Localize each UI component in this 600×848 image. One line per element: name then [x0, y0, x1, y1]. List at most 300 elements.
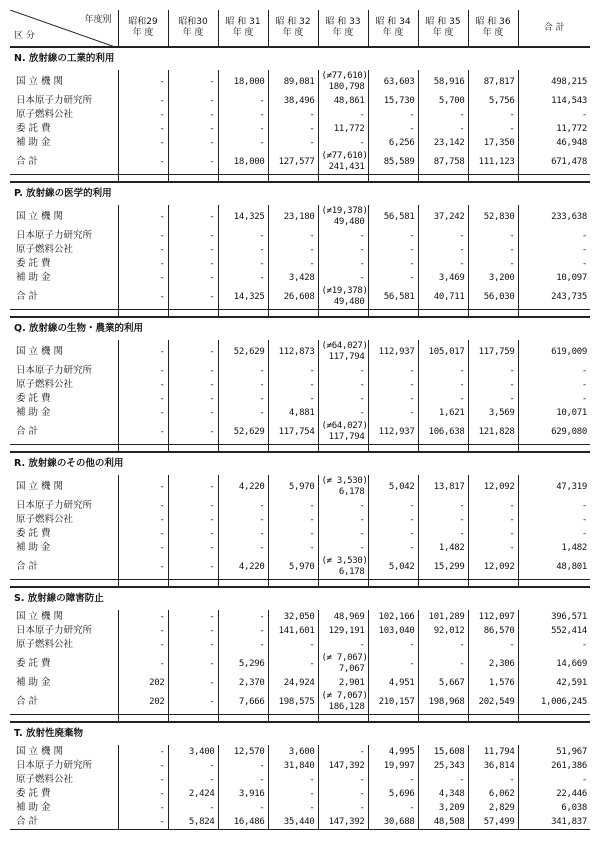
row-total-cell: 233,638 — [518, 205, 590, 229]
value-cell: 52,629 — [218, 340, 268, 364]
bracket-note: (≠19,378) — [321, 206, 368, 216]
section-header — [10, 317, 590, 340]
value-cell: - — [368, 773, 418, 787]
value-cell: - — [118, 475, 168, 499]
value-cell: 147,392 — [318, 815, 368, 830]
value-cell: - — [368, 229, 418, 243]
value-cell: - — [118, 610, 168, 624]
value-cell: 4,220 — [218, 555, 268, 580]
row-label: 日本原子力研究所 — [16, 95, 93, 106]
header-year-2: 昭和30 年 度 — [168, 10, 218, 47]
section-header — [10, 452, 590, 475]
row-total-cell: 619,009 — [518, 340, 590, 364]
row-total-cell: 22,446 — [518, 787, 590, 801]
value-cell: 3,428 — [268, 271, 318, 285]
row-label: 委 託 費 — [16, 123, 51, 134]
value-cell: 57,499 — [468, 815, 518, 830]
value-cell: - — [268, 773, 318, 787]
value-cell: - — [268, 229, 318, 243]
corner-top-label: 年度別 — [84, 15, 112, 25]
value-cell: 5,756 — [468, 94, 518, 108]
value-cell: - — [168, 70, 218, 94]
value-cell: - — [168, 527, 218, 541]
value-cell: 86,570 — [468, 624, 518, 638]
value-cell: 5,970 — [268, 555, 318, 580]
value-cell: 112,097 — [468, 610, 518, 624]
value-cell: 12,092 — [468, 475, 518, 499]
value-cell: 36,814 — [468, 759, 518, 773]
row-label: 原子燃料公社 — [16, 379, 74, 390]
value-cell: - — [468, 638, 518, 652]
spacer-row — [10, 715, 590, 723]
value-cell: 1,621 — [418, 406, 468, 420]
value-cell: - — [168, 122, 218, 136]
value-cell: - — [118, 136, 168, 150]
value-cell: 25,343 — [418, 759, 468, 773]
value-cell: - — [418, 527, 468, 541]
section-title: Q. 放射線の生物・農業的利用 — [10, 317, 590, 340]
value-cell — [318, 150, 368, 175]
value-cell — [318, 285, 368, 310]
value-cell: 4,348 — [418, 787, 468, 801]
value-cell: - — [368, 527, 418, 541]
header-year-7: 昭 和 35 年 度 — [418, 10, 468, 47]
row-total-cell: 46,948 — [518, 136, 590, 150]
value-cell: - — [168, 541, 218, 555]
value-cell: 5,667 — [418, 676, 468, 690]
header-year-8: 昭 和 36 年 度 — [468, 10, 518, 47]
spacer-row — [10, 580, 590, 588]
value-cell: - — [168, 108, 218, 122]
value-cell: 111,123 — [468, 150, 518, 175]
value-cell: - — [218, 257, 268, 271]
section-title: S. 放射線の障害防止 — [10, 587, 590, 610]
value-cell: - — [368, 638, 418, 652]
value-cell: - — [118, 271, 168, 285]
bracket-note: (≠ 3,530) — [321, 476, 368, 486]
row-total-cell: - — [518, 378, 590, 392]
value-cell: - — [468, 392, 518, 406]
value-cell: - — [468, 378, 518, 392]
cell-value: 49,480 — [333, 217, 365, 227]
value-cell: - — [118, 652, 168, 676]
value-cell: 48,969 — [318, 610, 368, 624]
value-cell: 15,608 — [418, 745, 468, 759]
value-cell: 56,581 — [368, 285, 418, 310]
value-cell: - — [268, 527, 318, 541]
value-cell: - — [218, 122, 268, 136]
value-cell: - — [368, 406, 418, 420]
value-cell: 129,191 — [318, 624, 368, 638]
value-cell: - — [468, 773, 518, 787]
row-label: 委 託 費 — [16, 528, 51, 539]
value-cell: 48,508 — [418, 815, 468, 830]
value-cell: - — [168, 271, 218, 285]
value-cell: - — [318, 745, 368, 759]
table-row — [10, 136, 590, 150]
value-cell: - — [118, 378, 168, 392]
value-cell: 5,042 — [368, 475, 418, 499]
row-label: 日本原子力研究所 — [16, 500, 93, 511]
value-cell: - — [268, 257, 318, 271]
value-cell: 3,469 — [418, 271, 468, 285]
row-label: 補 助 金 — [16, 542, 51, 553]
value-cell — [318, 340, 368, 364]
section-title: N. 放射線の工業的利用 — [10, 47, 590, 70]
table-row — [10, 257, 590, 271]
table-row — [10, 122, 590, 136]
header-year-5: 昭 和 33 年 度 — [318, 10, 368, 47]
row-total-cell: - — [518, 638, 590, 652]
value-cell: 127,577 — [268, 150, 318, 175]
value-cell: - — [118, 340, 168, 364]
row-label: 日本原子力研究所 — [16, 230, 93, 241]
value-cell: 210,157 — [368, 690, 418, 715]
value-cell: - — [118, 759, 168, 773]
section-header — [10, 47, 590, 70]
value-cell: - — [318, 136, 368, 150]
value-cell: - — [418, 638, 468, 652]
value-cell: 198,575 — [268, 690, 318, 715]
row-total-cell: 629,080 — [518, 420, 590, 445]
value-cell: 1,576 — [468, 676, 518, 690]
section-header — [10, 722, 590, 745]
header-row — [10, 10, 590, 47]
value-cell: - — [118, 815, 168, 830]
row-label: 日本原子力研究所 — [16, 365, 93, 376]
value-cell: 7,666 — [218, 690, 268, 715]
value-cell: - — [218, 638, 268, 652]
header-year-3: 昭 和 31 年 度 — [218, 10, 268, 47]
value-cell: - — [268, 499, 318, 513]
row-total-cell: 243,735 — [518, 285, 590, 310]
value-cell: - — [468, 229, 518, 243]
value-cell: - — [318, 271, 368, 285]
section-header — [10, 182, 590, 205]
corner-bottom-label: 区 分 — [14, 31, 35, 41]
table-row — [10, 271, 590, 285]
value-cell: 23,180 — [268, 205, 318, 229]
section-header — [10, 587, 590, 610]
value-cell: - — [268, 787, 318, 801]
row-label: 合 計 — [10, 690, 118, 715]
value-cell: - — [468, 364, 518, 378]
value-cell: 23,142 — [418, 136, 468, 150]
value-cell: - — [168, 364, 218, 378]
value-cell: - — [218, 243, 268, 257]
value-cell: - — [168, 555, 218, 580]
table-row — [10, 70, 590, 94]
value-cell: - — [218, 136, 268, 150]
value-cell: - — [168, 285, 218, 310]
value-cell: - — [468, 541, 518, 555]
table-row — [10, 787, 590, 801]
value-cell: - — [218, 392, 268, 406]
row-label: 合 計 — [10, 555, 118, 580]
row-total-cell: - — [518, 364, 590, 378]
value-cell: 18,000 — [218, 150, 268, 175]
value-cell: 4,881 — [268, 406, 318, 420]
value-cell: - — [268, 513, 318, 527]
row-total-cell: - — [518, 108, 590, 122]
value-cell: - — [118, 122, 168, 136]
value-cell: - — [218, 364, 268, 378]
value-cell: 40,711 — [418, 285, 468, 310]
value-cell: - — [118, 108, 168, 122]
value-cell: 15,299 — [418, 555, 468, 580]
value-cell: - — [118, 787, 168, 801]
row-total-cell: 498,215 — [518, 70, 590, 94]
value-cell — [318, 555, 368, 580]
value-cell: - — [118, 257, 168, 271]
row-label: 委 託 費 — [16, 393, 51, 404]
table-row — [10, 378, 590, 392]
value-cell: 14,325 — [218, 285, 268, 310]
value-cell: - — [218, 499, 268, 513]
row-label: 補 助 金 — [16, 802, 51, 813]
value-cell: 3,209 — [418, 801, 468, 815]
value-cell: - — [418, 392, 468, 406]
value-cell: - — [418, 378, 468, 392]
value-cell: 202 — [118, 676, 168, 690]
row-total-cell: 1,482 — [518, 541, 590, 555]
value-cell: 11,772 — [318, 122, 368, 136]
row-total-cell: 42,591 — [518, 676, 590, 690]
row-label: 国 立 機 関 — [16, 481, 64, 492]
total-row — [10, 420, 590, 445]
value-cell: - — [318, 801, 368, 815]
value-cell: - — [268, 652, 318, 676]
value-cell: 103,040 — [368, 624, 418, 638]
table-row — [10, 676, 590, 690]
value-cell: - — [168, 136, 218, 150]
value-cell: - — [368, 257, 418, 271]
section-title: T. 放射性廃棄物 — [10, 722, 590, 745]
table-row — [10, 229, 590, 243]
row-total-cell: 14,669 — [518, 652, 590, 676]
table-row — [10, 624, 590, 638]
value-cell: - — [118, 229, 168, 243]
value-cell: - — [168, 773, 218, 787]
value-cell: 11,794 — [468, 745, 518, 759]
value-cell: - — [218, 801, 268, 815]
budget-table-page — [10, 10, 590, 836]
value-cell: - — [218, 94, 268, 108]
value-cell: - — [468, 527, 518, 541]
table-row — [10, 108, 590, 122]
bracket-note: (≠ 7,067) — [321, 653, 368, 663]
row-total-cell: - — [518, 243, 590, 257]
row-label: 国 立 機 関 — [16, 611, 64, 622]
row-label: 補 助 金 — [16, 407, 51, 418]
value-cell: - — [368, 108, 418, 122]
table-row — [10, 364, 590, 378]
value-cell: - — [318, 243, 368, 257]
table-body — [10, 10, 590, 830]
value-cell: 198,968 — [418, 690, 468, 715]
value-cell — [318, 475, 368, 499]
row-total-cell: - — [518, 257, 590, 271]
section-title: P. 放射線の医学的利用 — [10, 182, 590, 205]
value-cell: 121,828 — [468, 420, 518, 445]
value-cell: - — [468, 243, 518, 257]
bracket-note: (≠ 3,530) — [321, 556, 368, 566]
value-cell: 1,482 — [418, 541, 468, 555]
value-cell: - — [268, 122, 318, 136]
value-cell: 6,062 — [468, 787, 518, 801]
value-cell: 3,916 — [218, 787, 268, 801]
value-cell: - — [318, 257, 368, 271]
value-cell: 17,350 — [468, 136, 518, 150]
value-cell: 31,840 — [268, 759, 318, 773]
value-cell: 58,916 — [418, 70, 468, 94]
value-cell: - — [118, 285, 168, 310]
row-label: 原子燃料公社 — [16, 109, 74, 120]
value-cell: - — [368, 513, 418, 527]
value-cell: - — [168, 392, 218, 406]
value-cell: 2,829 — [468, 801, 518, 815]
value-cell: - — [118, 541, 168, 555]
value-cell: - — [418, 122, 468, 136]
row-label: 原子燃料公社 — [16, 639, 74, 650]
value-cell: - — [368, 541, 418, 555]
value-cell: - — [318, 541, 368, 555]
value-cell: 35,440 — [268, 815, 318, 830]
value-cell: 112,937 — [368, 420, 418, 445]
bracket-note: (≠77,610) — [321, 71, 368, 81]
value-cell: 13,817 — [418, 475, 468, 499]
table-row — [10, 94, 590, 108]
value-cell: 5,824 — [168, 815, 218, 830]
value-cell: 3,400 — [168, 745, 218, 759]
value-cell: 3,569 — [468, 406, 518, 420]
value-cell: - — [118, 499, 168, 513]
cell-value: 6,178 — [338, 487, 365, 497]
value-cell: - — [168, 229, 218, 243]
value-cell: 2,424 — [168, 787, 218, 801]
row-total-cell: 671,478 — [518, 150, 590, 175]
value-cell: - — [318, 527, 368, 541]
row-total-cell: - — [518, 513, 590, 527]
value-cell — [318, 652, 368, 676]
value-cell: 5,970 — [268, 475, 318, 499]
value-cell: - — [418, 652, 468, 676]
table-row — [10, 406, 590, 420]
value-cell: - — [118, 150, 168, 175]
value-cell: 14,325 — [218, 205, 268, 229]
total-row — [10, 555, 590, 580]
value-cell: - — [168, 690, 218, 715]
value-cell: - — [118, 773, 168, 787]
cell-value: 6,178 — [338, 567, 365, 577]
value-cell: 26,608 — [268, 285, 318, 310]
value-cell: - — [168, 150, 218, 175]
total-row — [10, 690, 590, 715]
value-cell — [318, 420, 368, 445]
bracket-note: (≠77,610) — [321, 151, 368, 161]
value-cell: 52,629 — [218, 420, 268, 445]
value-cell: 89,081 — [268, 70, 318, 94]
value-cell: - — [268, 364, 318, 378]
header-year-1: 昭和29 年 度 — [118, 10, 168, 47]
value-cell: - — [118, 406, 168, 420]
value-cell: - — [168, 406, 218, 420]
row-label: 補 助 金 — [16, 137, 51, 148]
value-cell: 24,924 — [268, 676, 318, 690]
value-cell: - — [118, 745, 168, 759]
value-cell: - — [318, 378, 368, 392]
value-cell: 38,496 — [268, 94, 318, 108]
value-cell: - — [218, 541, 268, 555]
header-year-4: 昭 和 32 年 度 — [268, 10, 318, 47]
row-total-cell: 1,006,245 — [518, 690, 590, 715]
row-total-cell: 51,967 — [518, 745, 590, 759]
value-cell: - — [168, 420, 218, 445]
value-cell: - — [468, 122, 518, 136]
value-cell: - — [368, 122, 418, 136]
row-label: 国 立 機 関 — [16, 76, 64, 87]
row-total-cell: 10,071 — [518, 406, 590, 420]
value-cell — [318, 205, 368, 229]
value-cell: - — [118, 638, 168, 652]
row-label: 合 計 — [10, 285, 118, 310]
value-cell: - — [368, 271, 418, 285]
value-cell: - — [118, 624, 168, 638]
cell-value: 49,480 — [333, 297, 365, 307]
value-cell: - — [468, 513, 518, 527]
value-cell: - — [318, 513, 368, 527]
value-cell: 117,759 — [468, 340, 518, 364]
value-cell: - — [168, 94, 218, 108]
value-cell: - — [118, 205, 168, 229]
value-cell: 2,306 — [468, 652, 518, 676]
value-cell: - — [218, 759, 268, 773]
value-cell: - — [318, 108, 368, 122]
value-cell: - — [418, 499, 468, 513]
row-label: 国 立 機 関 — [16, 211, 64, 222]
table-row — [10, 541, 590, 555]
value-cell: - — [418, 513, 468, 527]
value-cell — [318, 70, 368, 94]
value-cell: 117,754 — [268, 420, 318, 445]
value-cell: - — [368, 243, 418, 257]
header-corner — [10, 10, 118, 47]
row-total-cell: 552,414 — [518, 624, 590, 638]
table-row — [10, 801, 590, 815]
row-label: 国 立 機 関 — [16, 346, 64, 357]
value-cell: 16,486 — [218, 815, 268, 830]
row-label: 委 託 費 — [16, 788, 51, 799]
value-cell: - — [418, 364, 468, 378]
value-cell: - — [218, 610, 268, 624]
value-cell: 12,092 — [468, 555, 518, 580]
value-cell: 87,817 — [468, 70, 518, 94]
value-cell: - — [268, 541, 318, 555]
value-cell: 12,570 — [218, 745, 268, 759]
value-cell: 101,289 — [418, 610, 468, 624]
value-cell: 3,200 — [468, 271, 518, 285]
row-label: 原子燃料公社 — [16, 774, 74, 785]
value-cell: 105,017 — [418, 340, 468, 364]
row-label: 合 計 — [10, 815, 118, 830]
value-cell: - — [118, 70, 168, 94]
value-cell: - — [368, 652, 418, 676]
header-year-6: 昭 和 34 年 度 — [368, 10, 418, 47]
cell-value: 180,798 — [328, 82, 365, 92]
total-row — [10, 815, 590, 830]
value-cell: - — [418, 773, 468, 787]
value-cell: - — [368, 801, 418, 815]
